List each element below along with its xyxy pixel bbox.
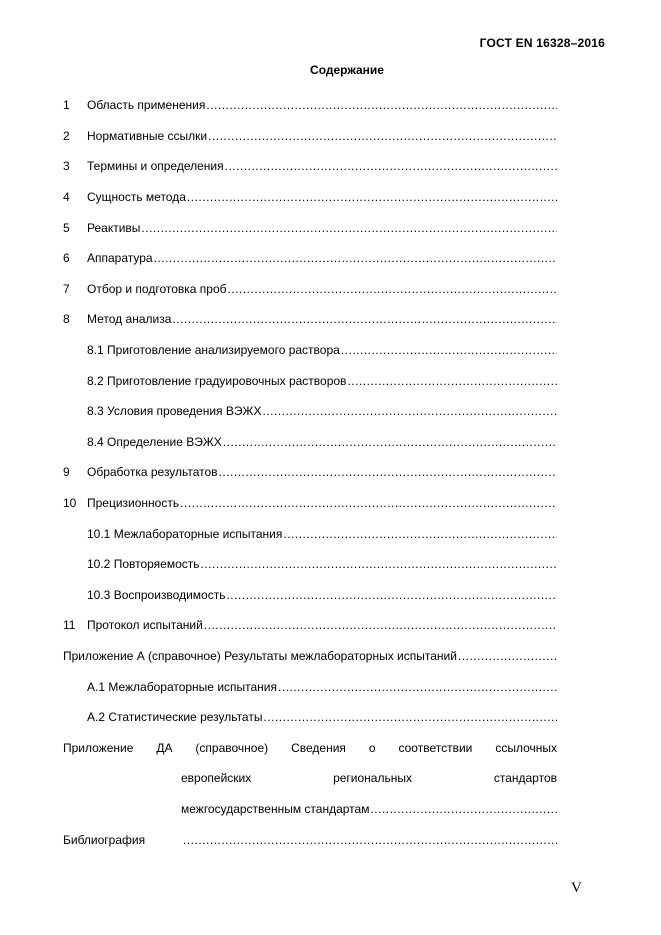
leader-dots: [341, 343, 557, 357]
leader-dots: [283, 527, 557, 541]
toc-item-6[interactable]: [63, 243, 557, 274]
toc-item-7[interactable]: [63, 274, 557, 305]
toc-item-8-1[interactable]: [63, 335, 557, 366]
toc-item-label: 8.3 Условия проведения ВЭЖХ: [87, 404, 262, 419]
toc-item-label: 8.1 Приготовление анализируемого раствора: [87, 343, 340, 358]
toc-item-2[interactable]: [63, 121, 557, 152]
toc-item-label: Отбор и подготовка проб: [87, 281, 227, 296]
leader-dots: [180, 496, 557, 510]
toc-annex-da-line3: [63, 794, 557, 825]
toc-annex-a[interactable]: [63, 641, 557, 672]
toc-annex-a-1[interactable]: [63, 671, 557, 702]
toc-item-number: 3: [63, 159, 70, 174]
leader-dots: [206, 98, 557, 112]
table-of-contents: [63, 90, 557, 855]
toc-item-number: 10: [63, 496, 77, 511]
toc-item-label: Обработка результатов: [87, 465, 218, 480]
leader-dots: [187, 190, 557, 204]
toc-item-number: 6: [63, 251, 70, 266]
leader-dots: [370, 802, 557, 816]
toc-item-number: 5: [63, 220, 70, 235]
page-number: V: [571, 880, 582, 896]
toc-item-label: Библиография: [63, 832, 146, 847]
toc-item-number: 2: [63, 128, 70, 143]
toc-item-label: Термины и определения: [87, 159, 224, 174]
leader-dots: [154, 251, 557, 265]
leader-dots: [347, 374, 557, 388]
toc-annex-da-line2: [63, 763, 557, 794]
toc-item-8-4[interactable]: [63, 427, 557, 458]
toc-item-number: 4: [63, 190, 70, 205]
toc-item-8[interactable]: [63, 304, 557, 335]
toc-item-label: 8.4 Определение ВЭЖХ: [87, 434, 222, 449]
toc-item-1[interactable]: [63, 90, 557, 121]
toc-item-label: Прецизионность: [87, 496, 180, 511]
toc-item-label: Метод анализа: [87, 312, 172, 327]
toc-item-label-continued: европейских региональных стандартов: [181, 771, 557, 786]
leader-dots: [228, 282, 557, 296]
leader-dots: [183, 833, 557, 847]
leader-dots: [141, 221, 557, 235]
toc-item-10[interactable]: [63, 488, 557, 519]
toc-item-label: А.2 Статистические результаты: [87, 710, 263, 725]
toc-item-number: 8: [63, 312, 70, 327]
leader-dots: [458, 649, 557, 663]
toc-item-10-1[interactable]: [63, 518, 557, 549]
toc-item-10-2[interactable]: [63, 549, 557, 580]
leader-dots: [219, 465, 557, 479]
toc-item-9[interactable]: [63, 457, 557, 488]
leader-dots: [262, 404, 557, 418]
toc-bibliography[interactable]: [63, 824, 557, 855]
toc-item-label: Протокол испытаний: [87, 618, 203, 633]
toc-item-label-continued: межгосударственным стандартам: [181, 801, 370, 816]
toc-annex-a-2[interactable]: [63, 702, 557, 733]
toc-item-label: 10.2 Повторяемость: [87, 557, 200, 572]
toc-item-label: Приложение ДА (справочное) Сведения о соответствии ссылочных: [63, 740, 557, 755]
toc-item-label: А.1 Межлабораторные испытания: [87, 679, 278, 694]
toc-item-11[interactable]: [63, 610, 557, 641]
toc-item-label: Нормативные ссылки: [87, 128, 208, 143]
leader-dots: [278, 680, 557, 694]
leader-dots: [263, 710, 557, 724]
leader-dots: [172, 312, 557, 326]
toc-item-3[interactable]: [63, 151, 557, 182]
toc-item-8-3[interactable]: [63, 396, 557, 427]
toc-item-4[interactable]: [63, 182, 557, 213]
leader-dots: [226, 588, 557, 602]
toc-item-10-3[interactable]: [63, 580, 557, 611]
toc-item-label: Область применения: [87, 98, 206, 113]
toc-item-number: 1: [63, 98, 70, 113]
toc-item-label: 10.3 Воспроизводимость: [87, 587, 226, 602]
leader-dots: [225, 159, 557, 173]
toc-item-label: 10.1 Межлабораторные испытания: [87, 526, 283, 541]
toc-item-label: 8.2 Приготовление градуировочных растворов: [87, 373, 347, 388]
toc-item-label: Реактивы: [87, 220, 141, 235]
toc-item-label: Приложение А (справочное) Результаты межлабораторных испытаний: [63, 648, 457, 663]
leader-dots: [204, 618, 557, 632]
document-id-header: ГОСТ EN 16328–2016: [479, 36, 605, 50]
leader-dots: [201, 557, 557, 571]
toc-item-label: Сущность метода: [87, 190, 186, 205]
toc-item-number: 11: [63, 618, 76, 633]
leader-dots: [223, 435, 557, 449]
leader-dots: [208, 129, 557, 143]
toc-item-label: Аппаратура: [87, 251, 153, 266]
toc-item-5[interactable]: [63, 212, 557, 243]
toc-title: Содержание: [310, 63, 384, 77]
toc-annex-da-line1[interactable]: [63, 732, 557, 763]
toc-item-8-2[interactable]: [63, 365, 557, 396]
toc-item-number: 7: [63, 281, 70, 296]
toc-item-number: 9: [63, 465, 70, 480]
